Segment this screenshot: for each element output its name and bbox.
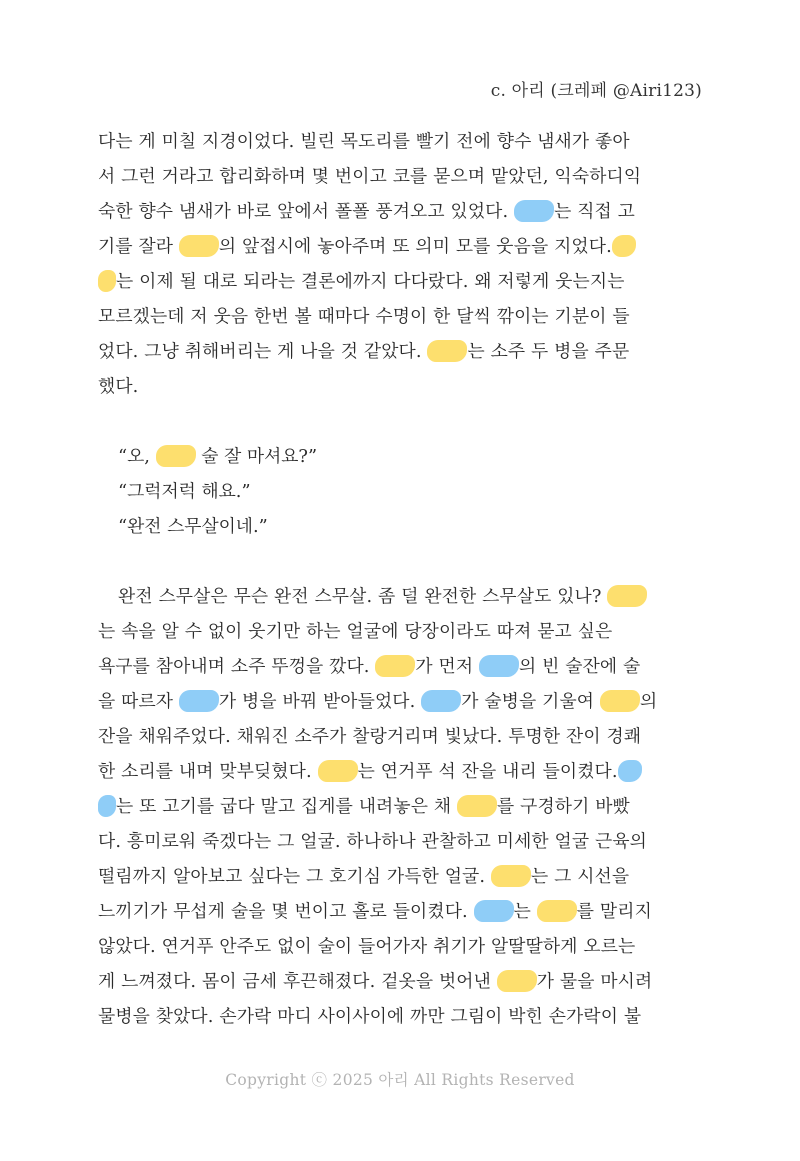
name-redaction-yellow: [318, 760, 358, 782]
name-redaction-yellow: [612, 235, 636, 257]
text-line: 다는 게 미칠 지경이었다. 빌린 목도리를 빨기 전에 향수 냄새가 좋아: [98, 131, 630, 152]
paragraph-gap: [98, 404, 710, 439]
name-redaction-yellow: [427, 340, 467, 362]
copyright-footer: Copyright ⓒ 2025 아리 All Rights Reserved: [225, 1071, 575, 1089]
paragraph-gap: [98, 544, 710, 579]
text-line: 숙한 향수 냄새가 바로 앞에서 폴폴 풍겨오고 있었다. 는 직접 고: [98, 201, 636, 222]
text-line: 었다. 그냥 취해버리는 게 나을 것 같았다. 는 소주 두 병을 주문: [98, 341, 630, 362]
name-redaction-yellow: [607, 585, 647, 607]
text-line: 떨림까지 알아보고 싶다는 그 호기심 가득한 얼굴. 는 그 시선을: [98, 866, 630, 887]
name-redaction-blue: [514, 200, 554, 222]
paragraph-2: [98, 579, 710, 1034]
name-redaction-blue: [421, 690, 461, 712]
text-line: 다. 흥미로워 죽겠다는 그 얼굴. 하나하나 관찰하고 미세한 얼굴 근육의: [98, 831, 647, 852]
text-line: 을 따르자 가 병을 바꿔 받아들었다. 가 술병을 기울여 의: [98, 691, 658, 712]
text-line: 느끼기가 무섭게 술을 몇 번이고 홀로 들이켰다. 는 를 말리지: [98, 901, 652, 922]
name-redaction-yellow: [156, 445, 196, 467]
name-redaction-blue: [474, 900, 514, 922]
name-redaction-blue: [179, 690, 219, 712]
text-line: 게 느껴졌다. 몸이 금세 후끈해졌다. 겉옷을 벗어낸 가 물을 마시려: [98, 971, 653, 992]
name-redaction-yellow: [179, 235, 219, 257]
name-redaction-yellow: [537, 900, 577, 922]
dialogue-line: “그럭저럭 해요.”: [118, 481, 251, 502]
name-redaction-yellow: [497, 970, 537, 992]
text-line: 완전 스무살은 무슨 완전 스무살. 좀 덜 완전한 스무살도 있나?: [98, 579, 710, 614]
dialogue-block: [98, 439, 710, 544]
author-credit: c. 아리 (크레페 @Airi123): [490, 81, 702, 101]
name-redaction-yellow: [491, 865, 531, 887]
text-line: 는 이제 될 대로 되라는 결론에까지 다다랐다. 왜 저렇게 웃는지는: [98, 264, 710, 299]
text-line: 물병을 찾았다. 손가락 마디 사이사이에 까만 그림이 박힌 손가락이 불: [98, 1006, 642, 1027]
name-redaction-blue: [479, 655, 519, 677]
name-redaction-blue: [618, 760, 642, 782]
text-line: 기를 잘라 의 앞접시에 놓아주며 또 의미 모를 웃음을 지었다.: [98, 229, 710, 264]
name-redaction-yellow: [600, 690, 640, 712]
name-redaction-blue: [98, 795, 116, 817]
text-line: 한 소리를 내며 맞부딪혔다. 는 연거푸 석 잔을 내리 들이켰다.: [98, 754, 710, 789]
name-redaction-yellow: [375, 655, 415, 677]
story-body: [98, 124, 710, 1034]
text-line: 욕구를 참아내며 소주 뚜껑을 깠다. 가 먼저 의 빈 술잔에 술: [98, 656, 641, 677]
text-line: 잔을 채워주었다. 채워진 소주가 찰랑거리며 빛났다. 투명한 잔이 경쾌: [98, 726, 642, 747]
text-line: 서 그런 거라고 합리화하며 몇 번이고 코를 묻으며 맡았던, 익숙하디익: [98, 166, 642, 187]
text-line: 는 또 고기를 굽다 말고 집게를 내려놓은 채 를 구경하기 바빴: [98, 789, 710, 824]
text-line: 않았다. 연거푸 안주도 없이 술이 들어가자 취기가 알딸딸하게 오르는: [98, 936, 636, 957]
dialogue-line: “완전 스무살이네.”: [118, 516, 268, 537]
text-line: 했다.: [98, 376, 139, 397]
paragraph-1: [98, 124, 710, 404]
name-redaction-yellow: [457, 795, 497, 817]
name-redaction-yellow: [98, 270, 116, 292]
text-line: 는 속을 알 수 없이 웃기만 하는 얼굴에 당장이라도 따져 묻고 싶은: [98, 621, 613, 642]
text-line: 모르겠는데 저 웃음 한번 볼 때마다 수명이 한 달씩 깎이는 기분이 들: [98, 306, 630, 327]
dialogue-line: “오, 술 잘 마셔요?”: [118, 446, 318, 467]
